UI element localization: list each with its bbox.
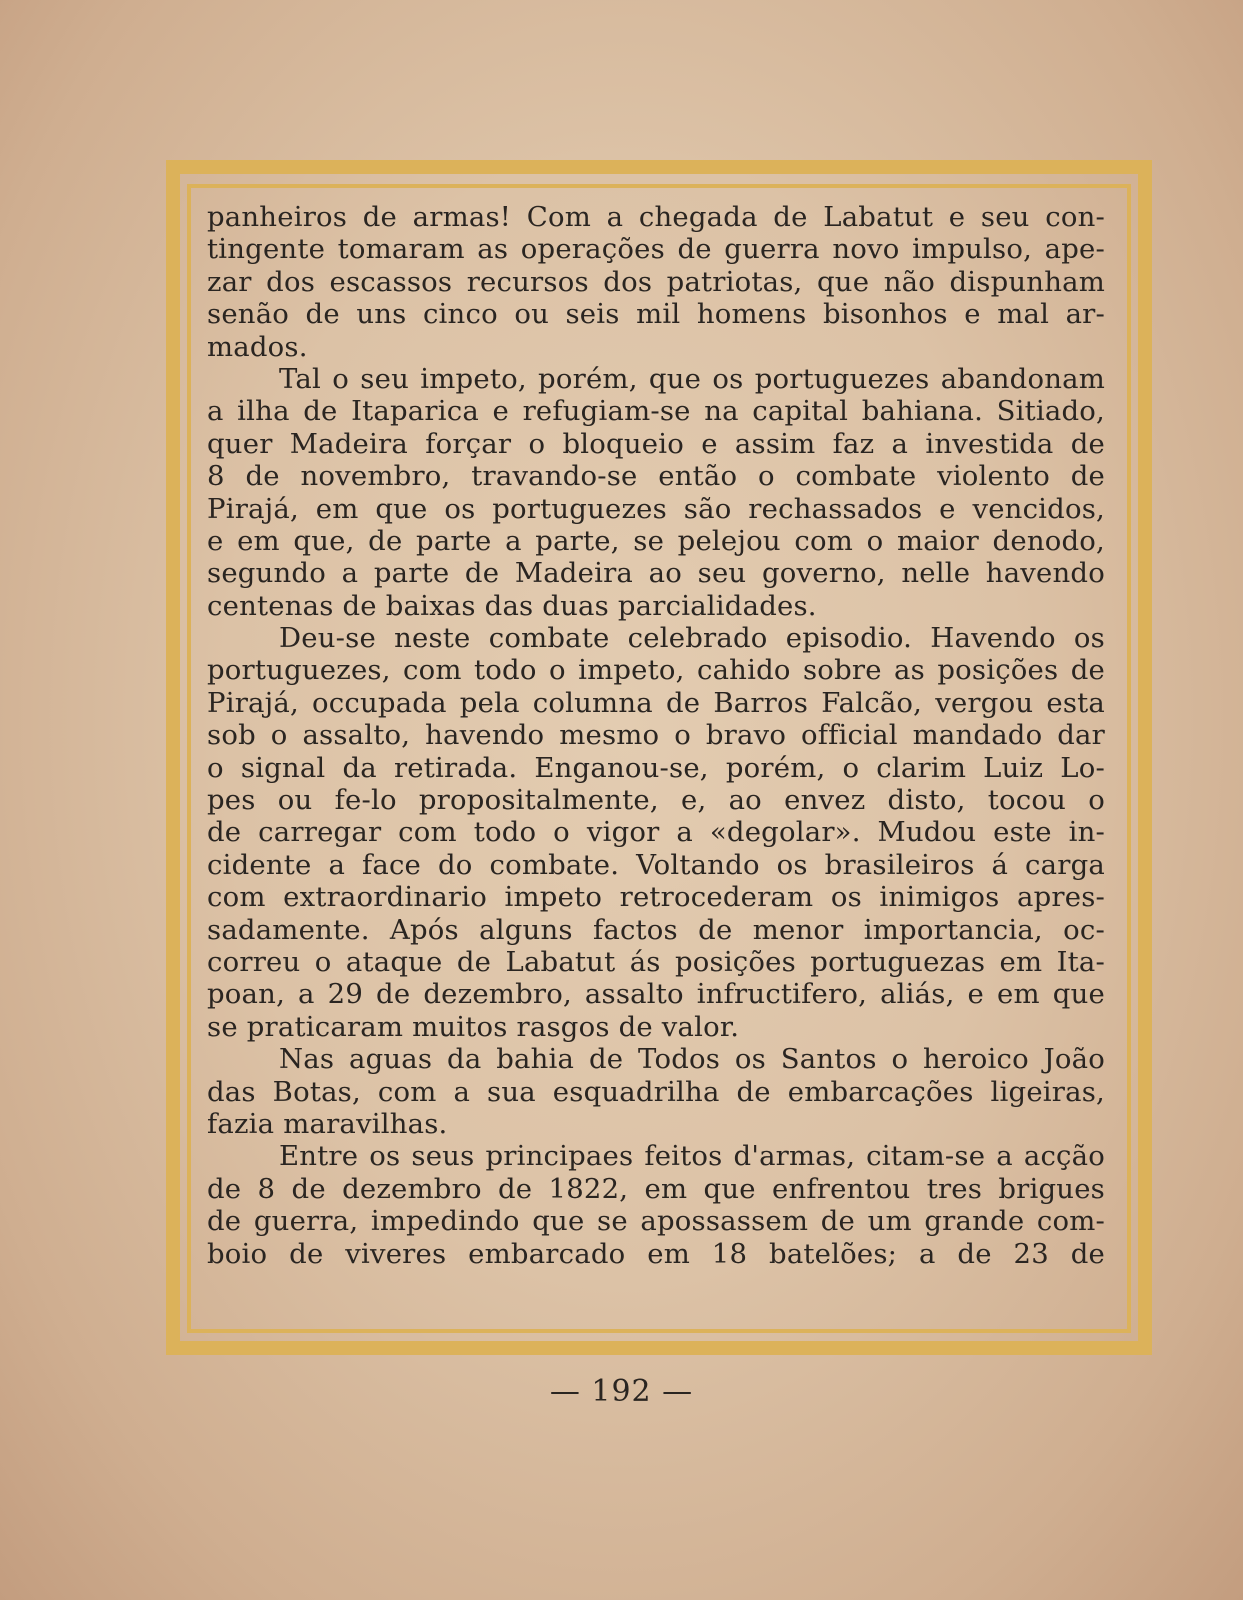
text-line: panheiros de armas! Com a chegada de Labatut e seu con-: [207, 201, 1105, 233]
text-line: o signal da retirada. Enganou-se, porém, o clarim Luiz Lo-: [207, 751, 1105, 784]
text-line: e em que, de parte a parte, se pelejou com o maior denodo,: [207, 524, 1105, 557]
text-line: Entre os seus principaes feitos d'armas, citam-se a acção: [279, 1140, 1105, 1173]
text-line: 8 de novembro, travando-se então o combate violento de: [207, 460, 1105, 493]
text-line: fazia maravilhas.: [207, 1107, 448, 1140]
text-line: boio de viveres embarcado em 18 batelões; a de 23 de: [207, 1237, 1105, 1270]
page-number: — 192 —: [549, 1374, 694, 1409]
text-line: zar dos escassos recursos dos patriotas, que não dispunham: [207, 265, 1105, 298]
text-line: pes ou fe-lo propositalmente, e, ao envez disto, tocou o: [207, 784, 1105, 817]
text-line: tingente tomaram as operações de guerra novo impulso, ape-: [207, 233, 1105, 266]
text-line: cidente a face do combate. Voltando os brasileiros á carga: [207, 848, 1105, 881]
text-line: poan, a 29 de dezembro, assalto infructifero, aliás, e em que: [207, 978, 1105, 1011]
text-line: quer Madeira forçar o bloqueio e assim faz a investida de: [207, 427, 1105, 460]
text-line: de carregar com todo o vigor a «degolar». Mudou este in-: [207, 816, 1105, 849]
text-line: Tal o seu impeto, porém, que os portuguezes abandonam: [279, 362, 1105, 395]
text-line: senão de uns cinco ou seis mil homens bisonhos e mal ar-: [207, 298, 1105, 331]
text-line: das Botas, com a sua esquadrilha de embarcações ligeiras,: [207, 1075, 1105, 1108]
text-line: de 8 de dezembro de 1822, em que enfrentou tres brigues: [207, 1172, 1105, 1205]
text-line: Pirajá, occupada pela columna de Barros Falcão, vergou esta: [207, 686, 1105, 719]
body-text: [207, 201, 1105, 1311]
text-line: Pirajá, em que os portuguezes são rechassados e vencidos,: [207, 492, 1105, 525]
text-line: portuguezes, com todo o impeto, cahido sobre as posições de: [207, 654, 1105, 687]
text-line: correu o ataque de Labatut ás posições portuguezas em Ita-: [207, 945, 1105, 978]
text-line: centenas de baixas das duas parcialidades.: [207, 589, 817, 622]
text-line: mados.: [207, 330, 308, 363]
text-line: sadamente. Após alguns factos de menor importancia, oc-: [207, 913, 1105, 946]
text-line: de guerra, impedindo que se apossassem de um grande com-: [207, 1205, 1105, 1238]
text-line: segundo a parte de Madeira ao seu governo, nelle havendo: [207, 557, 1105, 590]
text-line: Deu-se neste combate celebrado episodio. Havendo os: [279, 622, 1105, 655]
text-line: se praticaram muitos rasgos de valor.: [207, 1010, 740, 1043]
text-line: a ilha de Itaparica e refugiam-se na capital bahiana. Sitiado,: [207, 395, 1105, 428]
text-line: Nas aguas da bahia de Todos os Santos o heroico João: [279, 1043, 1105, 1076]
text-line: sob o assalto, havendo mesmo o bravo official mandado dar: [207, 719, 1105, 752]
text-line: com extraordinario impeto retrocederam os inimigos apres-: [207, 881, 1105, 914]
